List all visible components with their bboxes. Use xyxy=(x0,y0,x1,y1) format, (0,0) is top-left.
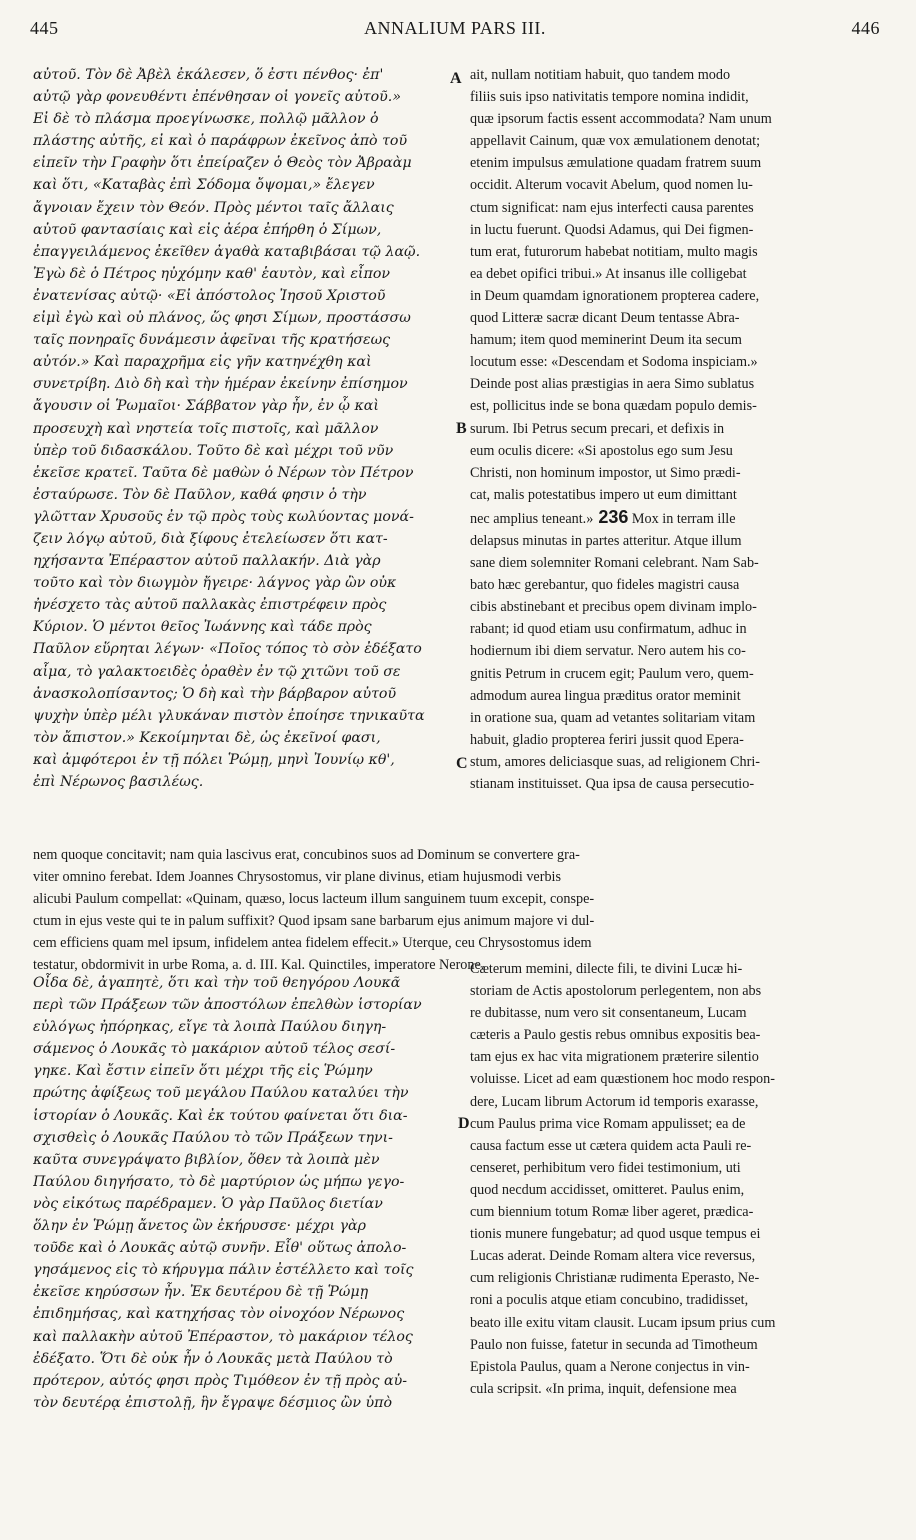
text-line: σχισθεὶς ὁ Λουκᾶς Παύλου τὸ τῶν Πράξεων τηνι- xyxy=(33,1129,393,1146)
text-line: πρώτης ἀφίξεως τοῦ μεγάλου Παύλου καταλύει τὴν xyxy=(33,1085,409,1102)
margin-letter-a: A xyxy=(450,70,462,87)
text-line: alicubi Paulum compellat: «Quinam, quæso, locus lacteum illum sanguinem tuum excepit, conspe- xyxy=(33,891,595,908)
text-line: προσευχὴ καὶ νηστεία τοῖς πιστοῖς, καὶ μᾶλλον xyxy=(33,420,379,437)
text-line: Epistola Paulus, quam a Nerone conjectus in vin- xyxy=(470,1358,750,1375)
text-line: tum erat, futurorum habebat notitiam, multo magis xyxy=(470,243,758,260)
text-line: ἐκεῖσε κηρύσσων ἦν. Ἐκ δευτέρου δὲ τῇ Ῥώμῃ xyxy=(33,1284,369,1301)
text-line: surum. Ibi Petrus secum precari, et defixis in xyxy=(470,420,725,437)
text-line: ea debet opifici tribui.» At insanus ille colligebat xyxy=(470,265,747,282)
text-line: γησάμενος εἰς τὸ κήρυγμα πάλιν ἐστέλλετο καὶ τοῖς xyxy=(33,1262,414,1279)
text-line: rabant; id quod etiam usu confirmatum, adhuc in xyxy=(470,621,747,638)
text-line: πρότερον, αὐτός φησι πρὸς Τιμόθεον ἐν τῇ πρὸς αὐ- xyxy=(33,1372,407,1389)
latin-column-upper xyxy=(470,64,880,795)
text-line: ἐκεῖσε κρατεῖ. Ταῦτα δὲ μαθὼν ὁ Νέρων τὸν Πέτρον xyxy=(33,464,414,481)
text-line: in luctu fuerunt. Quodsi Adamus, qui Dei figmen- xyxy=(470,221,754,238)
page-header xyxy=(30,18,880,42)
text-line: testatur, obdormivit in urbe Roma, a. d. III. Kal. Quinctiles, imperatore Nerone. xyxy=(33,957,485,974)
text-line: cula scripsit. «In prima, inquit, defensione mea xyxy=(470,1380,737,1397)
text-line: cum Paulus prima vice Romam appulisset; ea de xyxy=(470,1115,746,1132)
text-line: εὐλόγως ἠπόρηκας, εἴγε τὰ λοιπὰ Παύλου διηγη- xyxy=(33,1019,387,1036)
text-line: Deinde post alias præstigias in aera Simo sublatus xyxy=(470,376,755,393)
greek-column-lower xyxy=(33,972,458,1414)
text-line: storiam de Actis apostolorum perlegentem, non abs xyxy=(470,983,762,1000)
text-line: ἐδέξατο. Ὅτι δὲ οὐκ ἦν ὁ Λουκᾶς μετὰ Παύλου τὸ xyxy=(33,1350,393,1367)
text-line: hamum; item quod meminerint Deum ita secum xyxy=(470,332,742,349)
margin-letter-d: D xyxy=(458,1115,470,1132)
marker-continuation: Mox in terram ille xyxy=(628,510,736,527)
text-line: Cæterum memini, dilecte fili, te divini Lucæ hi- xyxy=(470,961,743,977)
text-line: ἀνασκολοπίσαντος; Ὁ δὴ καὶ τὴν βάρβαρον αὐτοῦ xyxy=(33,685,397,702)
text-line: ὅλην ἐν Ῥώμῃ ἄνετος ὢν ἐκήρυσσε· μέχρι γὰρ xyxy=(33,1218,366,1235)
text-line: ctum significat: nam ejus interfecti causa parentes xyxy=(470,199,754,216)
text-line: quæ ipsorum factis essent accommodata? Nam unum xyxy=(470,111,772,128)
text-line: eum oculis dicere: «Si apostolus ego sum Jesu xyxy=(470,442,733,459)
margin-letter-b: B xyxy=(456,420,467,437)
text-line: stum, amores deliciasque suas, ad religionem Chri- xyxy=(470,753,760,770)
text-line: πλάστης αὐτῆς, εἰ καὶ ὁ παράφρων ἐκεῖνος ἀπὸ τοῦ xyxy=(33,133,408,150)
page-marker-number: 236 xyxy=(593,506,629,527)
text-line: censeret, perhibitum vero fidei testimonium, uti xyxy=(470,1159,741,1176)
text-line: καῦτα συνεγράψατο βιβλίον, ὅθεν τὰ λοιπὰ μὲν xyxy=(33,1151,380,1168)
text-line: voluisse. Licet ad eam quæstionem hoc modo respon- xyxy=(470,1071,775,1088)
text-line: locutum esse: «Descendam et Sodoma inspiciam.» xyxy=(470,354,758,371)
running-title: ANNALIUM PARS III. xyxy=(364,18,546,38)
text-line: Ἐγὼ δὲ ὁ Πέτρος ηὐχόμην καθ' ἑαυτὸν, καὶ εἶπον xyxy=(33,265,390,282)
text-line: εἰπεῖν τὴν Γραφὴν ὅτι ἐπείραζεν ὁ Θεὸς τὸν Ἀβραὰμ xyxy=(33,155,412,172)
text-line: Εἰ δὲ τὸ πλάσμα προεγίνωσκε, πολλῷ μᾶλλον ὁ xyxy=(33,111,379,128)
text-line: viter omnino ferebat. Idem Joannes Chrysostomus, vir plane divinus, etiam hujusmodi verbis xyxy=(33,869,562,886)
text-line: cem efficiens quam mel ipsum, infidelem antea fidelem effecit.» Uterque, ceu Chrysostomus idem xyxy=(33,935,592,952)
text-line: ἄγουσιν οἱ Ῥωμαῖοι· Σάββατον γὰρ ἦν, ἐν ᾧ καὶ xyxy=(33,398,379,415)
text-line: nec amplius teneant.» 236 Mox in terram ille xyxy=(470,506,736,527)
full-width-latin xyxy=(33,844,881,977)
text-line: beato ille exitu vitam clausit. Lucam ipsum prius cum xyxy=(470,1314,776,1331)
text-line: gnitis Petrum in crucem egit; Paulum vero, quem- xyxy=(470,665,754,682)
text-line: re dubitasse, num vero sit consentaneum, Lucam xyxy=(470,1005,747,1022)
text-line: roni a poculis atque etiam concubino, tradidisset, xyxy=(470,1292,749,1309)
text-line: est, pollicitus inde se bona quædam populo demis- xyxy=(470,398,757,415)
text-line: occidit. Alterum vocavit Abelum, quod nomen lu- xyxy=(470,177,753,194)
text-line: τοῦδε καὶ ὁ Λουκᾶς αὐτῷ συνῆν. Εἶθ' οὕτως ἀπολο- xyxy=(33,1240,407,1257)
text-line: cum biennium totum Romæ liber ageret, prædica- xyxy=(470,1204,754,1221)
text-line: filiis suis ipso nativitatis tempore nomina indidit, xyxy=(470,89,749,106)
text-line: quod Litteræ sacræ dicant Deum tentasse Abra- xyxy=(470,310,740,327)
left-page-number: 445 xyxy=(30,18,59,38)
text-line: αὐτῷ γὰρ φονευθέντι ἐπένθησαν οἱ γονεῖς αὐτοῦ.» xyxy=(33,89,402,106)
text-line: admodum aurea lingua præditus orator meminit xyxy=(470,687,741,704)
text-line: tam ejus ex hac vita migrationem præterire silentio xyxy=(470,1049,759,1066)
text-line: ζειν λόγῳ αὐτοῦ, διὰ ξίφους ἐτελείωσεν ὅτι κατ- xyxy=(33,530,388,547)
text-line: γηκε. Καὶ ἔστιν εἰπεῖν ὅτι μέχρι τῆς εἰς Ῥώμην xyxy=(33,1063,373,1080)
text-line: καὶ ὅτι, «Καταβὰς ἐπὶ Σόδομα ὄψομαι,» ἔλεγεν xyxy=(33,177,375,194)
text-line: τὸν ἄπιστον.» Κεκοίμηνται δὲ, ὡς ἐκεῖνοί φασι, xyxy=(33,729,381,746)
text-line: ἱστορίαν ὁ Λουκᾶς. Καὶ ἐκ τούτου φαίνεται ὅτι δια- xyxy=(33,1107,408,1124)
text-line: ὑπὲρ τοῦ διδασκάλου. Τοῦτο δὲ καὶ μέχρι τοῦ νῦν xyxy=(33,442,394,459)
text-line: τοῦτο καὶ τὸν διωγμὸν ἤγειρε· λάγνος γὰρ ὢν οὐκ xyxy=(33,575,397,592)
text-line: αὐτόν.» Καὶ παραχρῆμα εἰς γῆν κατηνέχθη καὶ xyxy=(33,354,372,371)
text-line: συνετρίβη. Διὸ δὴ καὶ τὴν ἡμέραν ἐκείνην ἐπίσημον xyxy=(33,376,408,393)
text-line: ταῖς πονηραῖς δυνάμεσιν ἀφεῖναι τῆς κρατήσεως xyxy=(33,332,391,349)
right-page-number: 446 xyxy=(851,18,880,38)
text-line: stianam instituisset. Qua ipsa de causa persecutio- xyxy=(470,776,755,792)
text-line: cæteris a Paulo gestis rebus omnibus expositis bea- xyxy=(470,1027,761,1044)
text-line: ἠνέσχετο τὰς αὐτοῦ παλλακὰς ἐπιστρέφειν πρὸς xyxy=(33,597,387,614)
text-line: cum religionis Christianæ rudimenta Eperasto, Ne- xyxy=(470,1270,760,1287)
text-line: ctum in ejus veste qui te in palum suffixit? Quod ipsam sane barbarum ejus animum majore vi dul- xyxy=(33,913,595,930)
text-line: in oratione sua, quam ad vetantes solitariam vitam xyxy=(470,709,756,726)
text-line: habuit, gladio propterea feriri jussit quod Epera- xyxy=(470,731,744,748)
margin-letter-c: C xyxy=(456,755,468,772)
text-line: appellavit Cainum, quæ vox æmulationem denotat; xyxy=(470,133,761,150)
text-line: περὶ τῶν Πράξεων τῶν ἀποστόλων ἐπελθὼν ἱστορίαν xyxy=(33,997,422,1014)
text-line: ἄγνοιαν ἔχειν τὸν Θεόν. Πρὸς μέντοι ταῖς ἄλλαις xyxy=(33,199,394,216)
text-line: ψυχὴν ὑπὲρ μέλι γλυκάναν πιστὸν ἐποίησε τηνικαῦτα xyxy=(33,707,425,724)
text-line: quod necdum accidisset, omitteret. Paulus enim, xyxy=(470,1181,745,1198)
text-line: Lucas aderat. Deinde Romam altera vice reversus, xyxy=(470,1248,756,1265)
greek-column-upper xyxy=(33,64,458,793)
text-line: εἰμὶ ἐγὼ καὶ οὐ πλάνος, ὥς φησι Σίμων, προστάσσω xyxy=(33,310,411,327)
text-line: tionis munere fungebatur; ad quod usque tempus ei xyxy=(470,1226,761,1243)
text-line: cibis abstinebant et precibus opem divinam implo- xyxy=(470,599,757,616)
text-line: καὶ ἀμφότεροι ἐν τῇ πόλει Ῥώμῃ, μηνὶ Ἰουνίῳ κθ', xyxy=(33,751,395,768)
text-line: ἐπὶ Νέρωνος βασιλέως. xyxy=(33,774,204,790)
latin-column-lower xyxy=(470,958,880,1400)
text-line: γλῶτταν Χρυσοῦς ἐν τῷ πρὸς τοὺς κωλύοντας μονά- xyxy=(33,508,414,525)
text-line: bato hæc gerebantur, quo fideles magistri causa xyxy=(470,577,740,594)
text-line: hodiernum ibi diem servatur. Nero autem his co- xyxy=(470,643,746,660)
text-line: ait, nullam notitiam habuit, quo tandem modo xyxy=(470,67,731,83)
text-line: Paulo non fuisse, fatetur in secunda ad Timotheum xyxy=(470,1336,758,1353)
text-line: αἷμα, τὸ γαλακτοειδὲς ὀραθὲν ἐν τῷ χιτῶνι τοῦ σε xyxy=(33,663,401,680)
text-line: Παῦλον εὕρηται λέγων· «Ποῖος τόπος τὸ σὸν ἐδέξατο xyxy=(33,641,422,658)
text-line: τὸν δευτέρᾳ ἐπιστολῇ, ἣν ἔγραψε δέσμιος ὢν ὑπὸ xyxy=(33,1394,392,1411)
text-line: ηχήσαντα Ἐπέραστον αὐτοῦ παλλακήν. Διὰ γὰρ xyxy=(33,553,381,570)
text-line: αὐτοῦ φαντασίαις καὶ εἰς ἀέρα ἐπήρθη ὁ Σίμων, xyxy=(33,221,382,238)
text-line: καὶ παλλακὴν αὐτοῦ Ἐπέραστον, τὸ μακάριον τέλος xyxy=(33,1328,413,1345)
text-line: cat, malis potestatibus impero ut eum dimittant xyxy=(470,486,737,503)
text-line: sane diem solemniter Romani celebrant. Nam Sab- xyxy=(470,555,759,572)
text-line: Οἶδα δὲ, ἀγαπητὲ, ὅτι καὶ τὴν τοῦ θεηγόρου Λουκᾶ xyxy=(33,975,401,991)
text-line: αὐτοῦ. Τὸν δὲ Ἀβὲλ ἐκάλεσεν, ὅ ἐστι πένθος· ἐπ' xyxy=(33,67,384,83)
text-line: ἐσταύρωσε. Τὸν δὲ Παῦλον, καθά φησιν ὁ τὴν xyxy=(33,486,367,503)
text-line: causa factum esse ut cætera quidem acta Pauli re- xyxy=(470,1137,752,1154)
text-line: delapsus minutas in partes atteritur. Atque illum xyxy=(470,532,742,549)
text-line: etenim impulsus æmulatione quadam fratrem suum xyxy=(470,155,762,172)
text-line: in Deum quamdam ignorationem propterea cadere, xyxy=(470,287,760,304)
text-line: Christi, non hominum impostor, ut Simo prædi- xyxy=(470,464,741,481)
text-line: ἐπαγγειλάμενος ἐκεῖθεν ἀγαθὰ καταβιβάσαι τῷ λαῷ. xyxy=(33,243,421,260)
text-line: σάμενος ὁ Λουκᾶς τὸ μακάριον αὐτοῦ τέλος σεσί- xyxy=(33,1041,396,1058)
text-line: νὸς εἰκότως παρέδραμεν. Ὁ γὰρ Παῦλος διετίαν xyxy=(33,1195,383,1212)
text-line: Κύριον. Ὁ μέντοι θεῖος Ἰωάννης καὶ τάδε πρὸς xyxy=(33,619,372,636)
text-line: ἐπιδημήσας, καὶ κατηχήσας τὸν οἰνοχόον Νέρωνος xyxy=(33,1306,405,1323)
text-line: dere, Lucam librum Actorum id temporis exarasse, xyxy=(470,1093,759,1110)
text-line: ἐνατενίσας αὐτῷ· «Εἰ ἀπόστολος Ἰησοῦ Χριστοῦ xyxy=(33,287,386,304)
text-line: Παύλου διηγήσατο, τὸ δὲ μαρτύριον ὡς μήπω γεγο- xyxy=(33,1173,405,1190)
text-line: nem quoque concitavit; nam quia lascivus erat, concubinos suos ad Dominum se convertere gra- xyxy=(33,847,580,863)
